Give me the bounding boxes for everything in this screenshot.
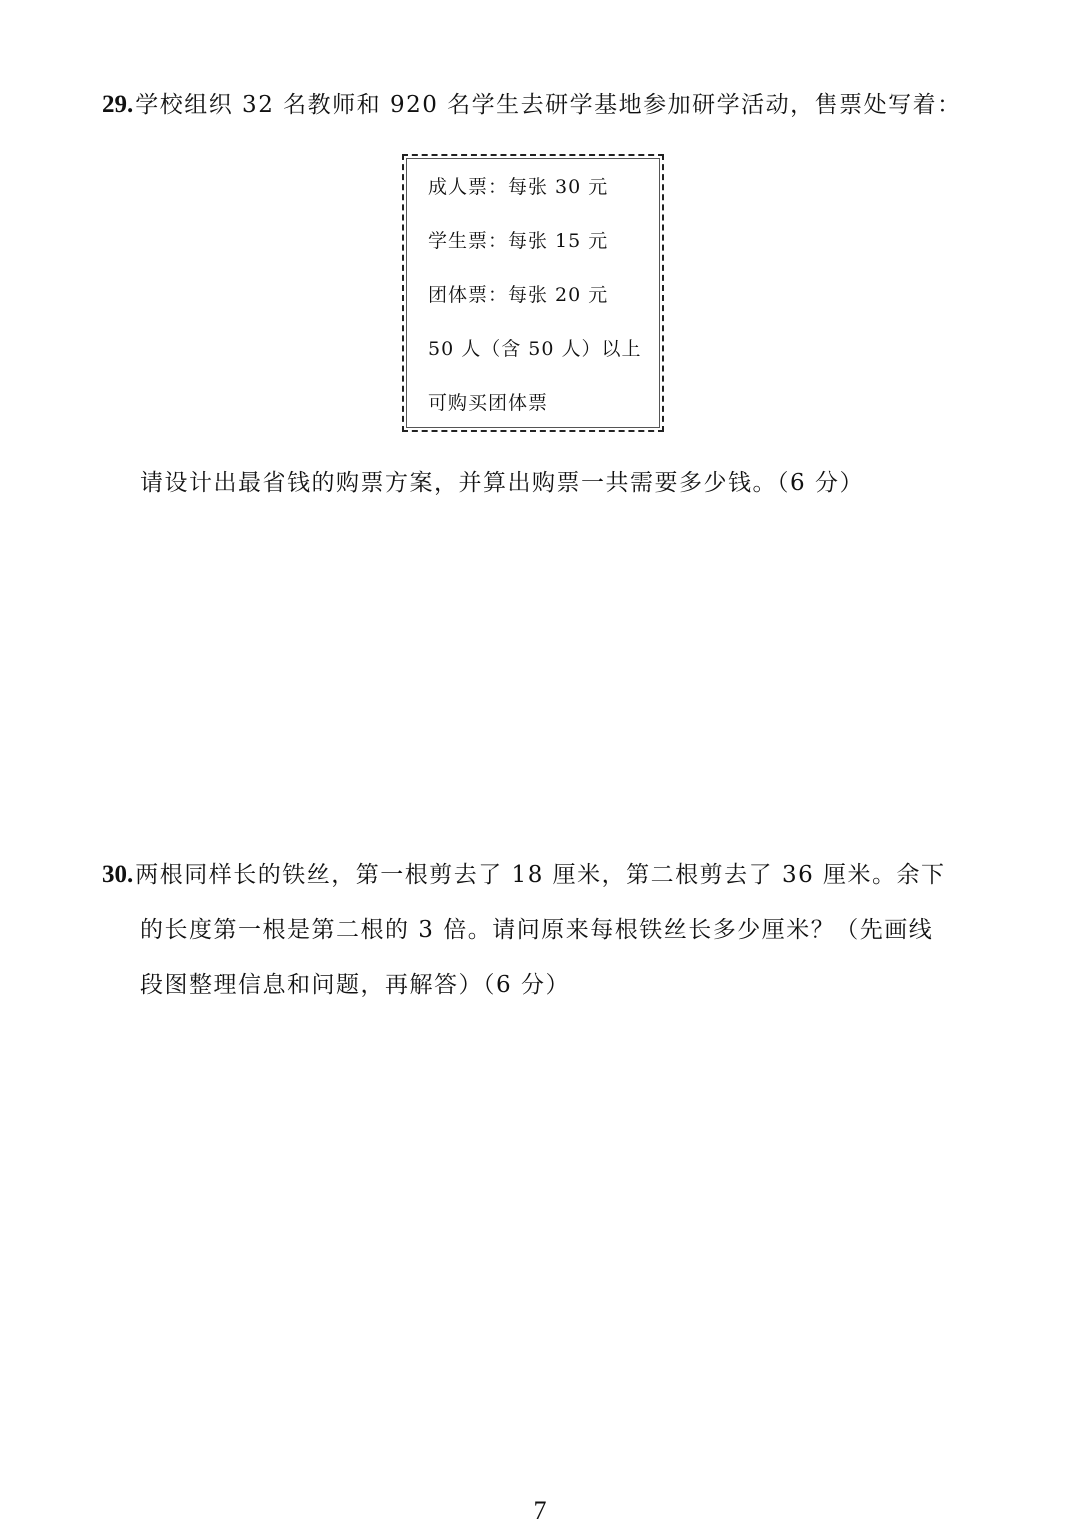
question-30-line-2: 的长度第一根是第二根的 3 倍。请问原来每根铁丝长多少厘米？（先画线 <box>140 917 934 943</box>
notice-student-ticket: 学生票：每张 15 元 <box>428 230 609 252</box>
question-30-line-3: 段图整理信息和问题，再解答）（6 分） <box>140 972 570 998</box>
notice-adult-ticket: 成人票：每张 30 元 <box>428 176 609 198</box>
notice-group-eligibility: 可购买团体票 <box>428 392 549 414</box>
ticket-price-notice <box>402 154 664 432</box>
question-29-stem <box>102 92 962 117</box>
question-29-text: 学校组织 32 名教师和 920 名学生去研学基地参加研学活动，售票处写着： <box>135 92 962 118</box>
question-30-number: 30. <box>102 861 134 888</box>
notice-group-condition: 50 人（含 50 人）以上 <box>428 338 642 360</box>
question-29-number: 29. <box>102 91 134 118</box>
page-number: 7 <box>533 1496 547 1525</box>
question-29-task: 请设计出最省钱的购票方案，并算出购票一共需要多少钱。（6 分） <box>140 470 864 496</box>
notice-group-ticket: 团体票：每张 20 元 <box>428 284 609 306</box>
question-30-line-1 <box>102 862 946 887</box>
question-30-text-1: 两根同样长的铁丝，第一根剪去了 18 厘米，第二根剪去了 36 厘米。余下 <box>135 862 946 888</box>
